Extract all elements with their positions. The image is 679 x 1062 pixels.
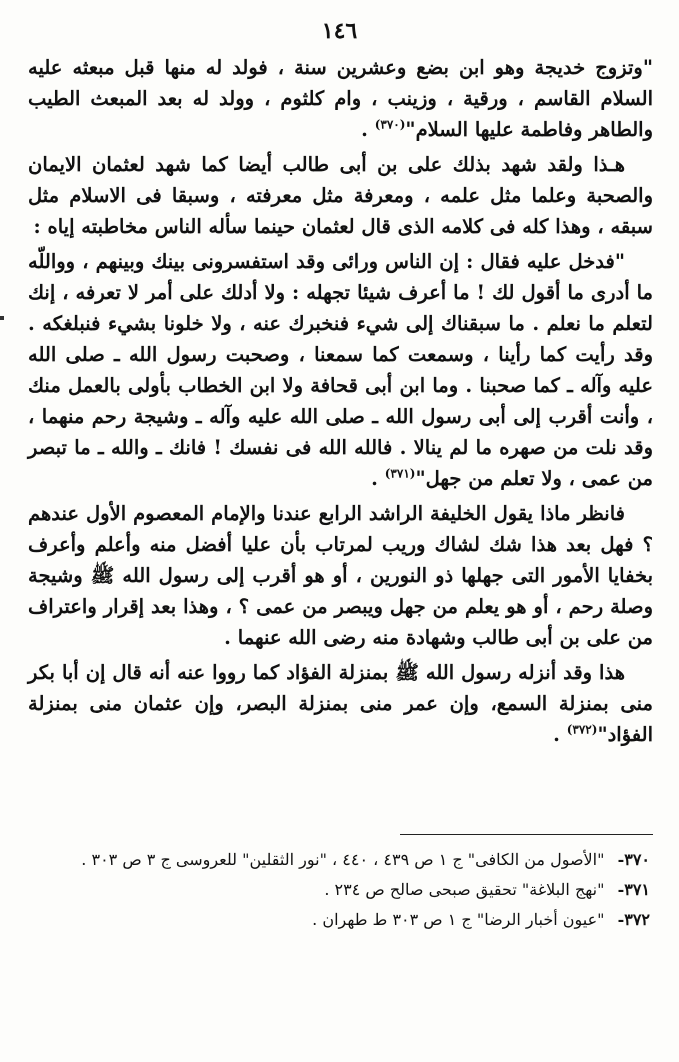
footnote-number: ٣٧١- (617, 880, 650, 899)
paragraph: "وتزوج خديجة وهو ابن بضع وعشرين سنة ، فولد له منها قبل مبعثه عليه السلام القاسم ، ورقية ، وزينب ، وام كلثوم ، وولد له بعد المبعث الطيب والطاهر وفاطمة عليها السلام"$^{(٣٧٠)}$ . (28, 56, 653, 141)
paragraph: "فدخل عليه فقال : إن الناس ورائى وقد استفسرونى بينك وبينهم ، وواللّه ما أدرى ما أقول لك ! ما أعرف شيئا تجهله : ولا أدلك على أمر لا تعرفه ، إنك لتعلم ما نعلم . ما سبقناك إلى شيء فنخبرك عنه ، ولا خلونا بشيء فنبلغكه . وقد رأيت كما رأينا ، وسمعت كما سمعنا ، وصحبت رسول الله ـ صلى الله عليه وآله ـ كما صحبنا . وما ابن أبى قحافة ولا ابن الخطاب بأولى بالعمل منك ، وأنت أقرب إلى أبى رسول الله ـ صلى الله عليه وآله ـ وشيجة رحم منهما ، وقد نلت من صهره ما لم ينالا . فالله الله فى نفسك ! فانك ـ والله ـ ما تبصر من عمى ، ولا تعلم من جهل"$^{(٣٧١)}$ . (28, 250, 653, 490)
paragraph-text: هذا وقد أنزله رسول الله ﷺ بمنزلة الفؤاد كما رووا عنه أنه قال إن أبا بكر منى بمنزلة السمع، وإن عمر منى بمنزلة البصر، وإن عثمان منى بمنزلة الفؤاد" (28, 661, 653, 746)
paragraph-text: "وتزوج خديجة وهو ابن بضع وعشرين سنة ، فولد له منها قبل مبعثه عليه السلام القاسم ، ورقية ، وزينب ، وام كلثوم ، وولد له بعد المبعث الطيب والطاهر وفاطمة عليها السلام" (28, 56, 653, 141)
paragraph-text: فانظر ماذا يقول الخليفة الراشد الرابع عندنا والإمام المعصوم الأول عندهم ؟ فهل بعد هذا شك لشاك وريب لمرتاب بأن عليا أفضل منه وأعلم وأعرف بخفايا الأمور التى جهلها ذو النورين ، أو هو أقرب إلى رسول الله ﷺ وشيجة وصلة رحم ، أو هو يعلم من جهل ويبصر من عمى ؟ ، وهذا بعد إقرار واعتراف من على بن أبى طالب وشهادة منه رضى الله عنهما . (28, 502, 653, 649)
footnote (70, 846, 650, 873)
paragraph-text: "فدخل عليه فقال : إن الناس ورائى وقد استفسرونى بينك وبينهم ، وواللّه ما أدرى ما أقول لك ! ما أعرف شيئا تجهله : ولا أدلك على أمر لا تعرفه ، إنك لتعلم ما نعلم . ما سبقناك إلى شيء فنخبرك عنه ، ولا خلونا بشيء فنبلغكه . وقد رأيت كما رأينا ، وسمعت كما سمعنا ، وصحبت رسول الله ـ صلى الله عليه وآله ـ كما صحبنا . وما ابن أبى قحافة ولا ابن الخطاب بأولى بالعمل منك ، وأنت أقرب إلى أبى رسول الله ـ صلى الله عليه وآله ـ وشيجة رحم منهما ، وقد نلت من صهره ما لم ينالا . فالله الله فى نفسك ! فانك ـ والله ـ ما تبصر من عمى ، ولا تعلم من جهل" (28, 250, 653, 490)
body-text (28, 52, 653, 754)
footnote-text: "نهج البلاغة" تحقيق صبحى صالح ص ٢٣٤ . (324, 880, 605, 899)
footnote-divider (400, 834, 653, 835)
paragraph: هذا وقد أنزله رسول الله ﷺ بمنزلة الفؤاد كما رووا عنه أنه قال إن أبا بكر منى بمنزلة السمع، وإن عمر منى بمنزلة البصر، وإن عثمان منى بمنزلة الفؤاد"$^{(٣٧٢)}$ . (28, 661, 653, 746)
footnote (70, 876, 650, 903)
footnote (70, 906, 650, 933)
footnote-number: ٣٧٠- (617, 850, 650, 869)
footnote-text: "الأصول من الكافى" ج ١ ص ٤٣٩ ، ٤٤٠ ، "نور الثقلين" للعروسى ج ٣ ص ٣٠٣ . (81, 850, 605, 869)
footnote-reference: (٣٧١) (384, 466, 416, 481)
page-number: ١٤٦ (321, 18, 358, 44)
footnote-number: ٣٧٢- (617, 910, 650, 929)
paragraph (28, 149, 653, 242)
footnote-reference: (٣٧٠) (374, 117, 406, 132)
footnotes (70, 846, 650, 936)
footnote-reference: (٣٧٢) (566, 722, 598, 737)
footnote-text: "عيون أخبار الرضا" ج ١ ص ٣٠٣ ط طهران . (312, 910, 605, 929)
paragraph (28, 498, 653, 653)
paragraph-text: هـذا ولقد شهد بذلك على بن أبى طالب أيضا كما شهد لعثمان الايمان والصحبة وعلما مثل علمه ، ومعرفة مثل معرفته ، وسبقا فى الاسلام مثل سبقه ، وهذا كله فى كلامه الذى قال لعثمان حينما سأله الناس مخاطبته إياه : (28, 153, 653, 238)
margin-mark (0, 316, 4, 320)
